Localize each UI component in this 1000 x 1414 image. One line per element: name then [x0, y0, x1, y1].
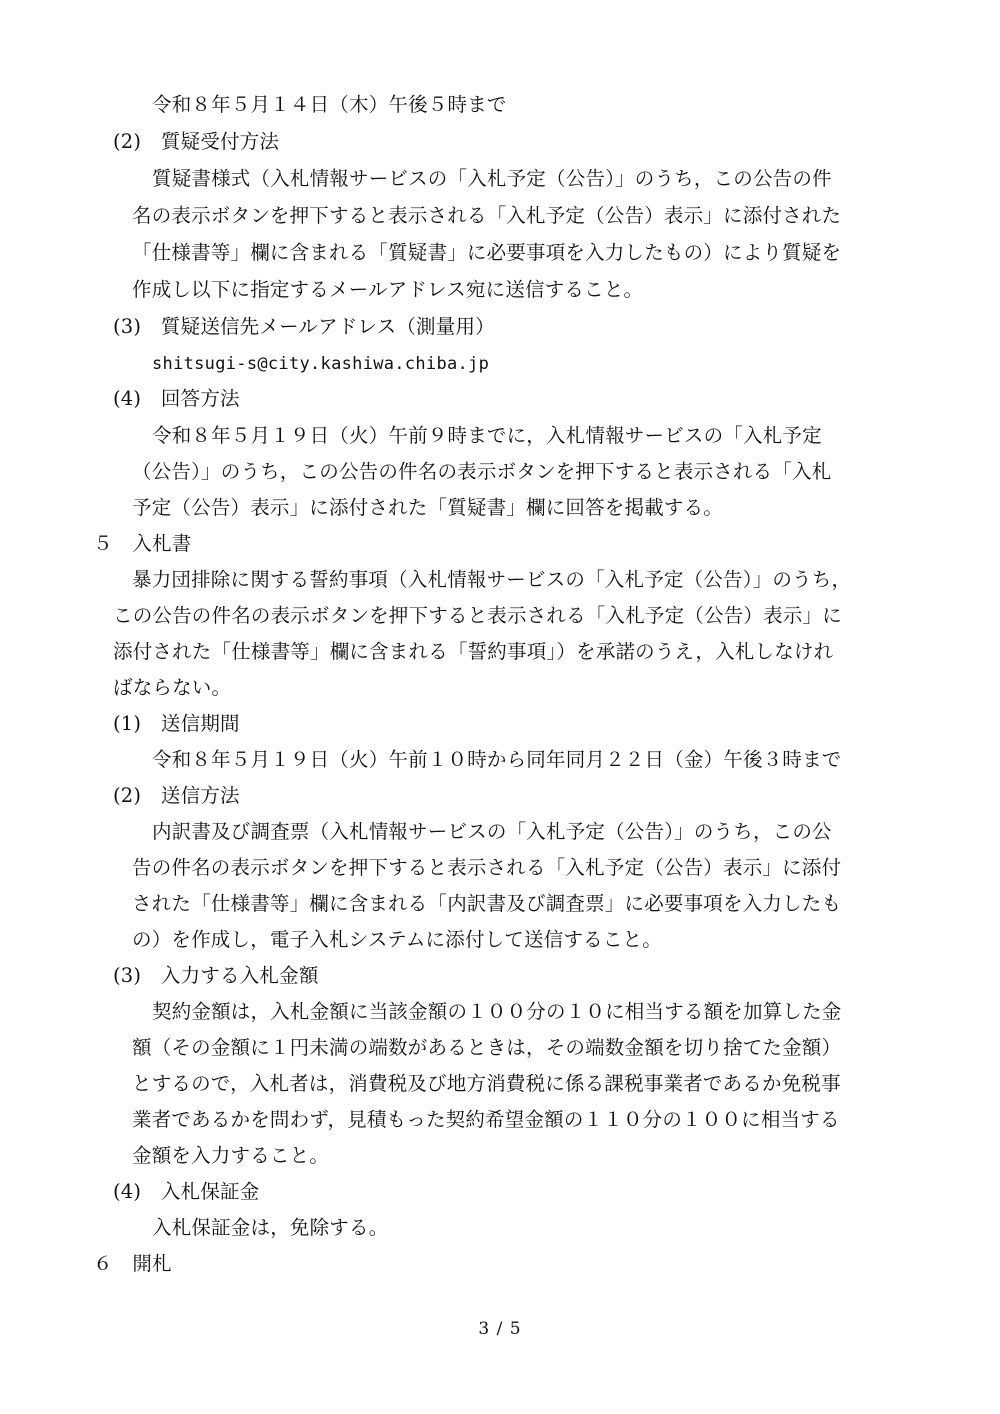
text-line: 契約金額は，入札金額に当該金額の１００分の１０に相当する額を加算した金 — [152, 1000, 842, 1023]
subsection-heading: (1) 送信期間 — [113, 712, 240, 735]
text-line: 暴力団排除に関する誓約事項（入札情報サービスの「入札予定（公告）」のうち， — [132, 568, 852, 591]
page-number: 3 / 5 — [478, 1319, 522, 1339]
text-line: 金額を入力すること。 — [132, 1144, 330, 1167]
text-line: 名の表示ボタンを押下すると表示される「入札予定（公告）表示」に添付された — [132, 204, 842, 227]
text-line: 告の件名の表示ボタンを押下すると表示される「入札予定（公告）表示」に添付 — [132, 856, 842, 879]
text-line: 額（その金額に１円未満の端数があるときは，その端数金額を切り捨てた金額） — [132, 1036, 842, 1059]
subsection-heading: (4) 入札保証金 — [113, 1180, 260, 1203]
subsection-heading: (4) 回答方法 — [113, 387, 240, 410]
text-line: された「仕様書等」欄に含まれる「内訳書及び調査票」に必要事項を入力したも — [132, 892, 842, 915]
subsection-heading: (2) 質疑受付方法 — [113, 130, 280, 153]
text-line: 予定（公告）表示」に添付された「質疑書」欄に回答を掲載する。 — [132, 496, 724, 519]
text-line: （公告）」のうち，この公告の件名の表示ボタンを押下すると表示される「入札 — [132, 460, 832, 483]
text-line: 「仕様書等」欄に含まれる「質疑書」に必要事項を入力したもの）により質疑を — [132, 241, 842, 264]
text-line: 業者であるかを問わず，見積もった契約希望金額の１１０分の１００に相当する — [132, 1108, 840, 1131]
text-line: 令和８年５月１９日（火）午前９時までに，入札情報サービスの「入札予定 — [152, 424, 822, 447]
text-line: この公告の件名の表示ボタンを押下すると表示される「入札予定（公告）表示」に — [113, 604, 842, 627]
subsection-heading: (3) 質疑送信先メールアドレス（測量用） — [113, 315, 495, 338]
text-line: の）を作成し，電子入札システムに添付して送信すること。 — [132, 928, 662, 951]
subsection-heading: (2) 送信方法 — [113, 784, 240, 807]
text-line: 入札保証金は，免除する。 — [152, 1216, 389, 1239]
text-line: 作成し以下に指定するメールアドレス宛に送信すること。 — [132, 278, 644, 301]
text-line: 令和８年５月１９日（火）午前１０時から同年同月２２日（金）午後３時まで — [152, 748, 842, 771]
text-line: とするので，入札者は，消費税及び地方消費税に係る課税事業者であるか免税事 — [132, 1072, 841, 1095]
subsection-heading: (3) 入力する入札金額 — [113, 964, 319, 987]
section-heading: ５ 入札書 — [93, 532, 192, 555]
text-line: 添付された「仕様書等」欄に含まれる「誓約事項」）を承諾のうえ，入札しなけれ — [113, 640, 834, 663]
section-heading: ６ 開札 — [93, 1252, 172, 1275]
text-line: 令和８年５月１４日（木）午後５時まで — [152, 93, 507, 116]
email-address: shitsugi-s@city.kashiwa.chiba.jp — [152, 354, 490, 374]
text-line: 質疑書様式（入札情報サービスの「入札予定（公告）」のうち，この公告の件 — [152, 167, 832, 190]
text-line: ばならない。 — [113, 676, 232, 699]
text-line: 内訳書及び調査票（入札情報サービスの「入札予定（公告）」のうち，この公 — [152, 820, 832, 843]
